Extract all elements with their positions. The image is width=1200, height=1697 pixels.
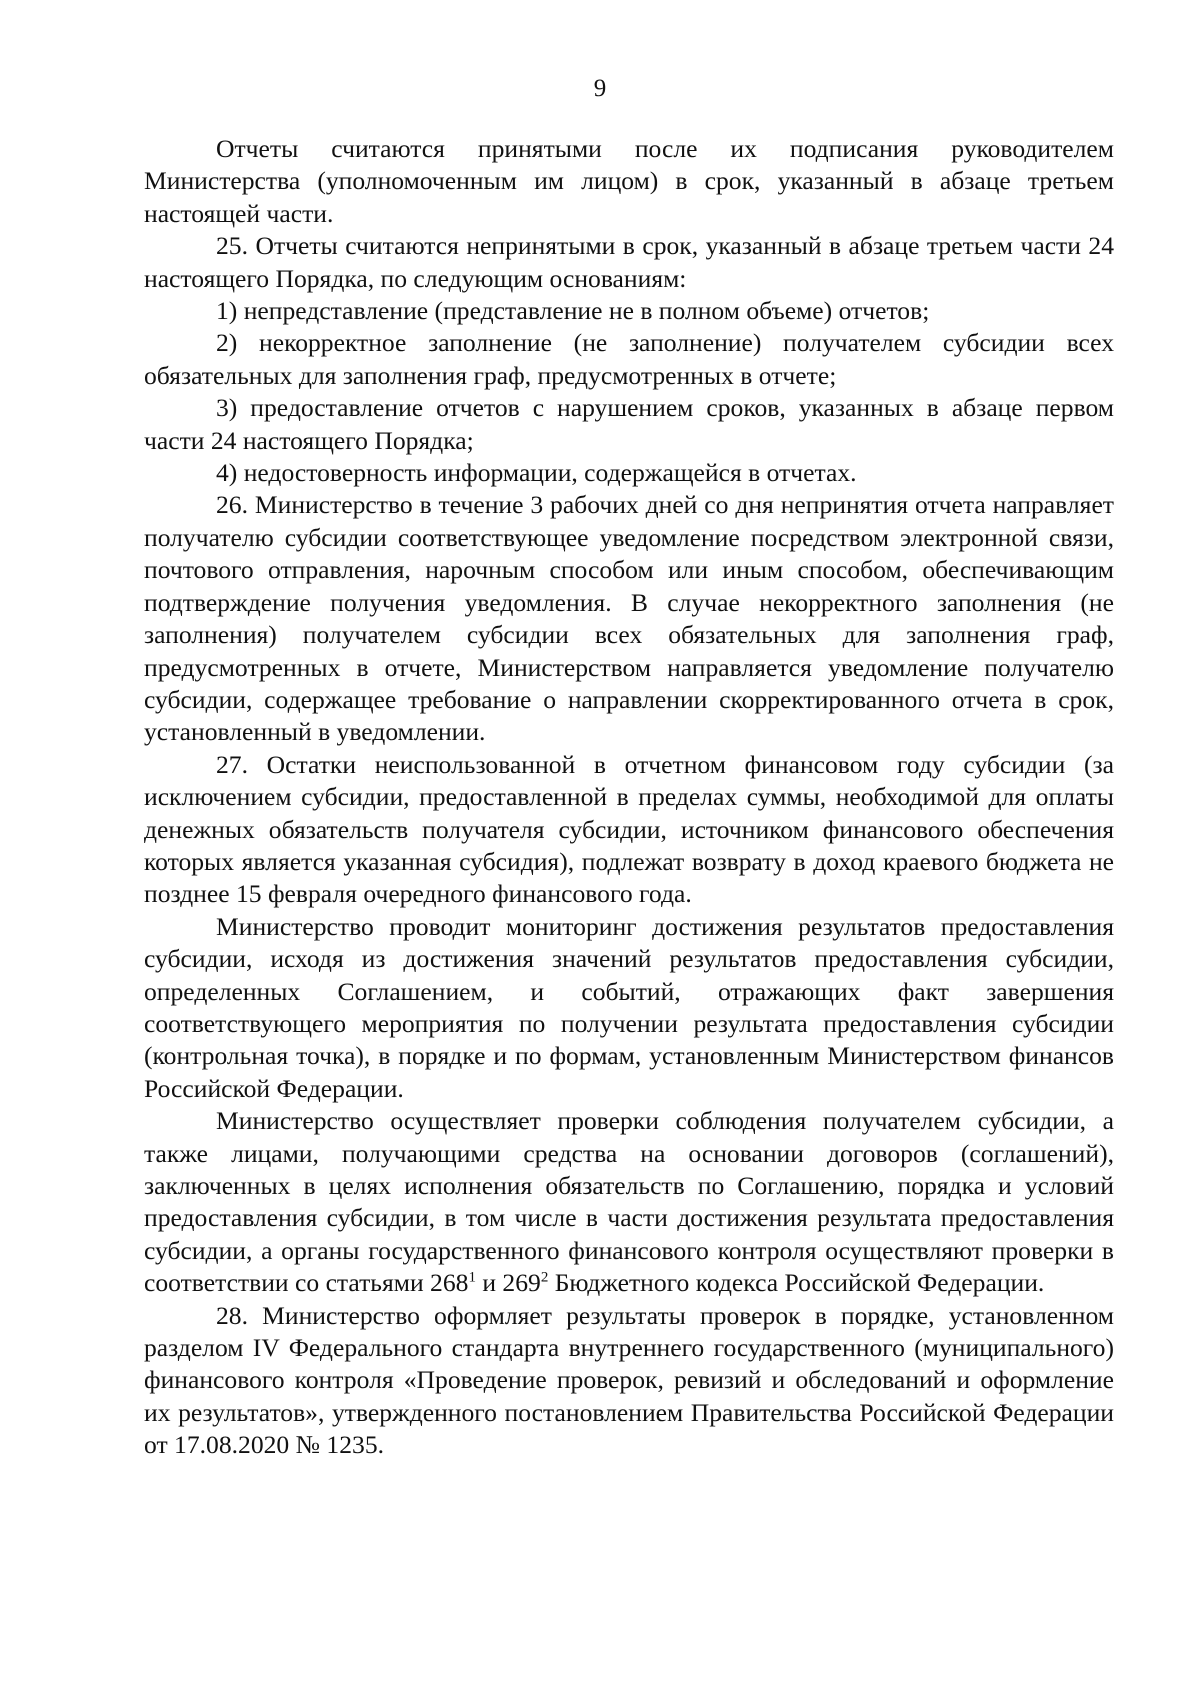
document-body	[144, 133, 1114, 1462]
list-item-1: 1) непредставление (представление не в полном объеме) отчетов;	[216, 296, 930, 326]
paragraph-audit	[144, 1105, 1114, 1299]
paragraph-25: 25. Отчеты считаются непринятыми в срок, указанный в абзаце третьем части 24 настоящего Порядка, по следующим основаниям:	[144, 231, 1114, 293]
paragraph-monitoring: Министерство проводит мониторинг достижения результатов предоставления субсидии, исходя из достижения значений результатов предоставления субсидии, определенных Соглашением, и событий, отражающих факт завершения соответствующего мероприятия по получении результата предоставления субсидии (контрольная точка), в порядке и по формам, установленным Министерством финансов Российской Федерации.	[144, 911, 1114, 1103]
audit-text-middle: и 269	[475, 1268, 541, 1298]
audit-text-before: Министерство осуществляет проверки соблюдения получателем субсидии, а также лицами, получающими средства на основании договоров (соглашений), заключенных в целях исполнения обязательств по Соглашению, порядка и условий предоставления субсидии, в том числе в части достижения результата предоставления субсидии, а органы государственного финансового контроля осуществляют проверки в соответствии со статьями 268	[144, 1106, 1114, 1298]
superscript-269: 2	[540, 1269, 549, 1286]
paragraph-26: 26. Министерство в течение 3 рабочих дней со дня непринятия отчета направляет получателю субсидии соответствующее уведомление посредством электронной связи, почтового отправления, нарочным способом или иным способом, обеспечивающим подтверждение получения уведомления. В случае некорректного заполнения (не заполнения) получателем субсидии всех обязательных для заполнения граф, предусмотренных в отчете, Министерством направляется уведомление получателю субсидии, содержащее требование о направлении скорректированного отчета в срок, установленный в уведомлении.	[144, 490, 1114, 747]
audit-text-after: Бюджетного кодекса Российской Федерации.	[548, 1268, 1045, 1298]
paragraph-28: 28. Министерство оформляет результаты проверок в порядке, установленном разделом IV Федерального стандарта внутреннего государственного (муниципального) финансового контроля «Проведение проверок, ревизий и обследований и оформление их результатов», утвержденного постановлением Правительства Российской Федерации от 17.08.2020 № 1235.	[144, 1300, 1114, 1460]
page-number: 9	[593, 75, 607, 102]
paragraph-27: 27. Остатки неиспользованной в отчетном финансовом году субсидии (за исключением субсидии, предоставленной в пределах суммы, необходимой для оплаты денежных обязательств получателя субсидии, источником финансового обеспечения которых является указанная субсидия), подлежат возврату в доход краевого бюджета не позднее 15 февраля очередного финансового года.	[144, 749, 1114, 909]
list-item-3: 3) предоставление отчетов с нарушением сроков, указанных в абзаце первом части 24 настоящего Порядка;	[144, 393, 1114, 455]
list-item-2: 2) некорректное заполнение (не заполнение) получателем субсидии всех обязательных для заполнения граф, предусмотренных в отчете;	[144, 328, 1114, 390]
superscript-268: 1	[468, 1269, 476, 1286]
paragraph-reports-accepted: Отчеты считаются принятыми после их подписания руководителем Министерства (уполномоченным им лицом) в срок, указанный в абзаце третьем настоящей части.	[144, 134, 1114, 228]
list-item-4: 4) недостоверность информации, содержащейся в отчетах.	[216, 458, 857, 488]
